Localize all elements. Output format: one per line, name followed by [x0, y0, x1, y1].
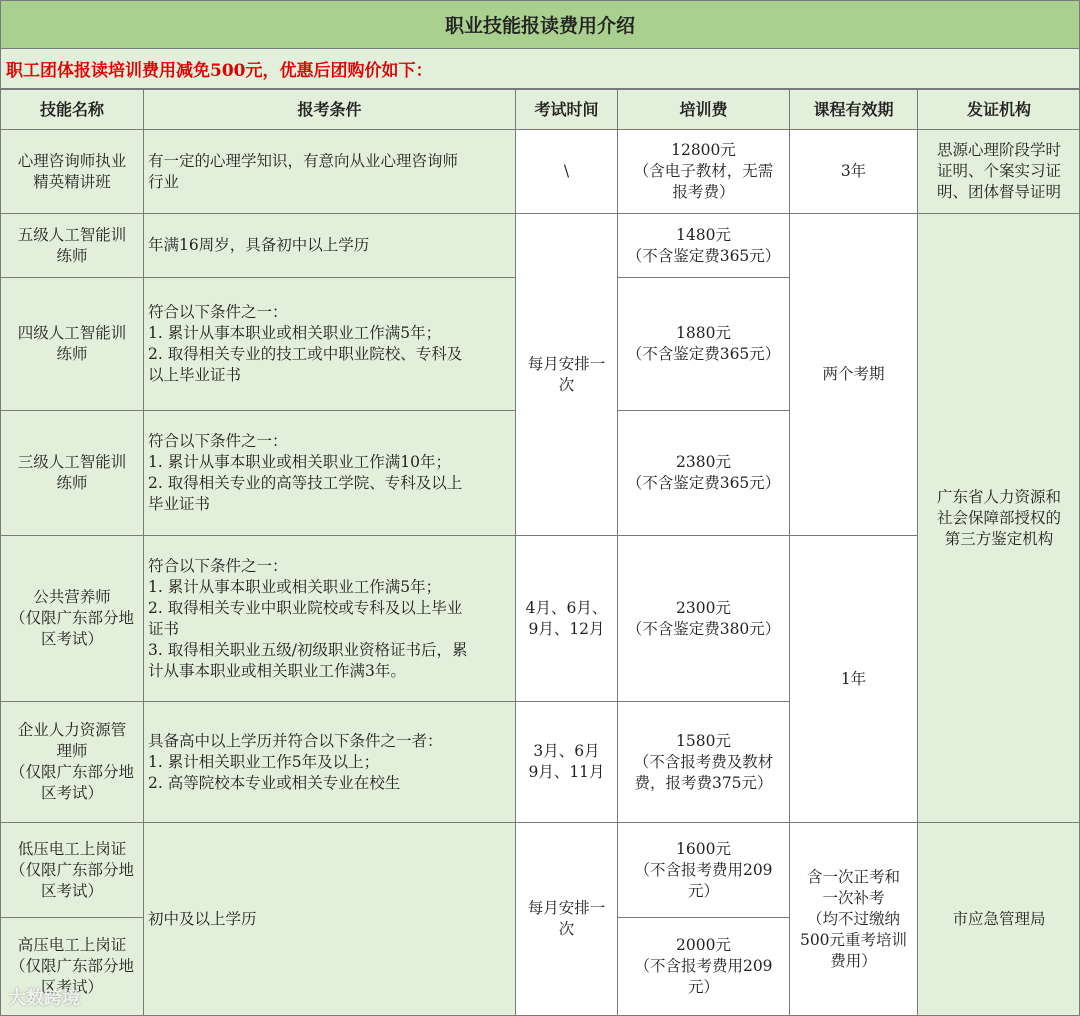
fee-cell: 1480元 （不含鉴定费365元） [618, 214, 790, 278]
header-validity: 课程有效期 [790, 90, 918, 130]
discount-banner: 职工团体报读培训费用减免500元，优惠后团购价如下： [0, 49, 1080, 89]
fee-cell: 1600元 （不含报考费用209 元） [618, 823, 790, 918]
validity-cell: 两个考期 [790, 214, 918, 536]
exam-time-cell: 4月、6月、 9月、12月 [516, 536, 618, 702]
condition-cell: 初中及以上学历 [144, 823, 516, 1016]
issuer-cell: 广东省人力资源和 社会保障部授权的 第三方鉴定机构 [918, 214, 1080, 823]
header-fee: 培训费 [618, 90, 790, 130]
skill-cell: 企业人力资源管 理师 （仅限广东部分地 区考试） [1, 702, 144, 823]
skill-cell: 低压电工上岗证 （仅限广东部分地 区考试） [1, 823, 144, 918]
fee-cell: 2380元 （不含鉴定费365元） [618, 411, 790, 536]
skill-cell: 高压电工上岗证 （仅限广东部分地 区考试） [1, 918, 144, 1016]
skill-cell: 四级人工智能训 练师 [1, 278, 144, 411]
fee-cell: 2000元 （不含报考费用209 元） [618, 918, 790, 1016]
fee-cell: 12800元 （含电子教材，无需 报考费） [618, 130, 790, 214]
skill-cell: 三级人工智能训 练师 [1, 411, 144, 536]
watermark: 大数跨境 [8, 988, 80, 1009]
fee-cell: 1880元 （不含鉴定费365元） [618, 278, 790, 411]
skill-cell: 五级人工智能训 练师 [1, 214, 144, 278]
exam-time-cell: 每月安排一 次 [516, 823, 618, 1016]
exam-time-cell: 每月安排一 次 [516, 214, 618, 536]
condition-cell: 符合以下条件之一： 1. 累计从事本职业或相关职业工作满5年； 2. 取得相关专业的技工或中职业院校、专科及 以上毕业证书 [144, 278, 516, 411]
validity-cell: 3年 [790, 130, 918, 214]
validity-cell: 1年 [790, 536, 918, 823]
page-title: 职业技能报读费用介绍 [0, 0, 1080, 49]
fee-cell: 2300元 （不含鉴定费380元） [618, 536, 790, 702]
condition-cell: 符合以下条件之一： 1. 累计从事本职业或相关职业工作满5年； 2. 取得相关专业中职业院校或专科及以上毕业 证书 3. 取得相关职业五级/初级职业资格证书后，累 计从事本职业或相关职业工作满3年。 [144, 536, 516, 702]
validity-cell: 含一次正考和 一次补考 （均不过缴纳 500元重考培训 费用） [790, 823, 918, 1016]
condition-cell: 符合以下条件之一： 1. 累计从事本职业或相关职业工作满10年； 2. 取得相关专业的高等技工学院、专科及以上 毕业证书 [144, 411, 516, 536]
header-condition: 报考条件 [144, 90, 516, 130]
issuer-cell: 思源心理阶段学时 证明、个案实习证 明、团体督导证明 [918, 130, 1080, 214]
condition-cell: 具备高中以上学历并符合以下条件之一者： 1. 累计相关职业工作5年及以上； 2. 高等院校本专业或相关专业在校生 [144, 702, 516, 823]
header-exam-time: 考试时间 [516, 90, 618, 130]
skill-cell: 心理咨询师执业 精英精讲班 [1, 130, 144, 214]
exam-time-cell: \ [516, 130, 618, 214]
skill-cell: 公共营养师 （仅限广东部分地 区考试） [1, 536, 144, 702]
header-skill: 技能名称 [1, 90, 144, 130]
condition-cell: 有一定的心理学知识，有意向从业心理咨询师 行业 [144, 130, 516, 214]
issuer-cell: 市应急管理局 [918, 823, 1080, 1016]
fee-cell: 1580元 （不含报考费及教材 费，报考费375元） [618, 702, 790, 823]
header-issuer: 发证机构 [918, 90, 1080, 130]
condition-cell: 年满16周岁，具备初中以上学历 [144, 214, 516, 278]
exam-time-cell: 3月、6月 9月、11月 [516, 702, 618, 823]
